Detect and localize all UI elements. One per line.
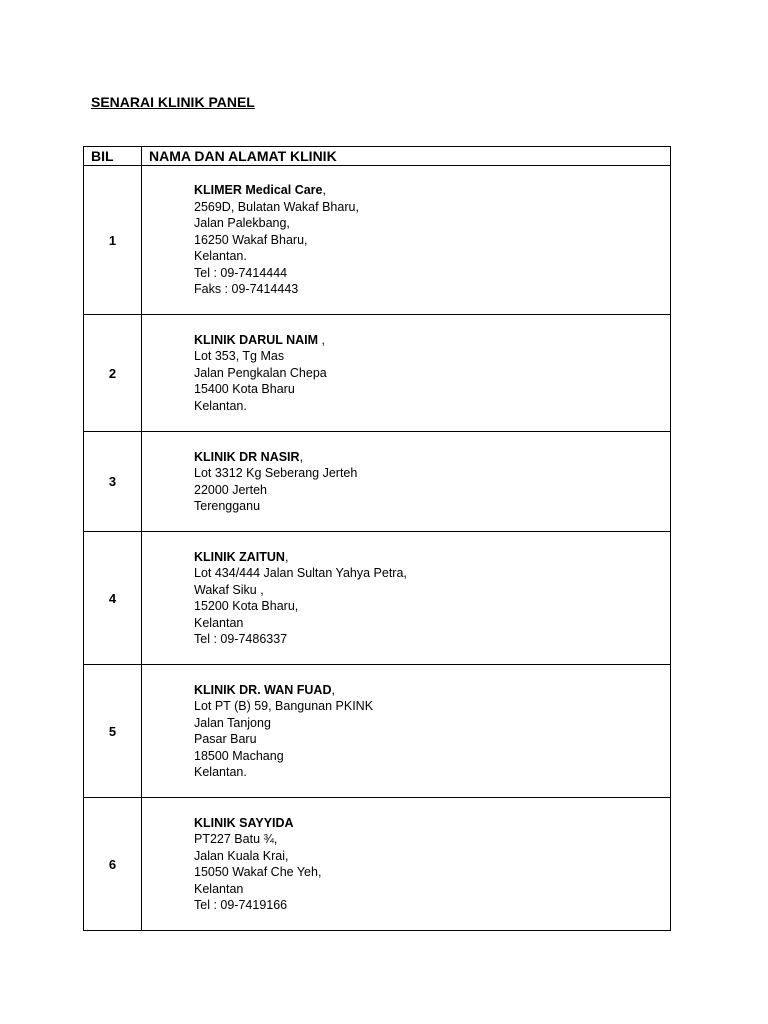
phone-line: Tel : 09-7414444 [194, 265, 288, 280]
address-line: Kelantan [194, 881, 244, 896]
address-line: Lot 353, Tg Mas [194, 349, 285, 364]
address-line: Pasar Baru [194, 732, 257, 746]
document-title: SENARAI KLINIK PANEL [91, 94, 255, 110]
address-line: Kelantan [194, 615, 244, 630]
address-line: Lot 434/444 Jalan Sultan Yahya Petra, [194, 566, 407, 580]
clinic-name-suffix: , [318, 332, 326, 347]
clinic-address-cell [142, 166, 671, 315]
clinic-name: KLINIK SAYYIDA [194, 815, 294, 830]
address-line: 15200 Kota Bharu, [194, 599, 299, 613]
address-line: Jalan Kuala Krai, [194, 848, 289, 863]
row-number: 4 [84, 532, 142, 665]
table-row [84, 432, 671, 532]
table-header-row [84, 147, 671, 166]
clinic-name-suffix: , [299, 449, 304, 464]
address-line: PT227 Batu ¾, [194, 832, 278, 846]
clinic-name-suffix: , [322, 183, 326, 198]
clinic-name-suffix: , [331, 682, 335, 697]
row-number: 5 [84, 665, 142, 798]
address-line: 15400 Kota Bharu [194, 382, 295, 397]
row-number: 3 [84, 432, 142, 532]
address-line: Kelantan. [194, 398, 247, 413]
table-row [84, 798, 671, 931]
clinic-name: KLINIK DARUL NAIM [194, 332, 319, 347]
address-line: Kelantan. [194, 765, 247, 779]
clinic-address-cell [142, 432, 671, 532]
table-row [84, 315, 671, 432]
address-line: Lot 3312 Kg Seberang Jerteh [194, 466, 358, 480]
row-number: 6 [84, 798, 142, 931]
header-nama-alamat: NAMA DAN ALAMAT KLINIK [142, 147, 671, 166]
clinic-address-cell [142, 665, 671, 798]
address-line: 15050 Wakaf Che Yeh, [194, 865, 322, 879]
address-line: Lot PT (B) 59, Bangunan PKINK [194, 699, 374, 713]
address-line: Kelantan. [194, 249, 247, 264]
clinic-name: KLINIK DR NASIR [194, 449, 300, 464]
phone-line: Tel : 09-7419166 [194, 898, 288, 912]
table-row [84, 532, 671, 665]
address-line: 16250 Wakaf Bharu, [194, 232, 308, 247]
address-line: Wakaf Siku , [194, 582, 264, 597]
row-number: 2 [84, 315, 142, 432]
address-line: Terengganu [194, 499, 261, 513]
address-line: Jalan Palekbang, [194, 216, 290, 231]
address-line: 22000 Jerteh [194, 482, 267, 497]
table-row [84, 166, 671, 315]
clinic-name: KLIMER Medical Care [194, 183, 323, 198]
clinic-address-cell [142, 532, 671, 665]
clinic-address-cell [142, 798, 671, 931]
address-line: 2569D, Bulatan Wakaf Bharu, [194, 199, 359, 214]
row-number: 1 [84, 166, 142, 315]
table-row [84, 665, 671, 798]
clinic-name-suffix: , [284, 549, 289, 564]
address-line: 18500 Machang [194, 748, 284, 763]
clinic-address-cell [142, 315, 671, 432]
clinic-table [83, 146, 671, 931]
phone-line: Tel : 09-7486337 [194, 632, 288, 646]
clinic-name: KLINIK DR. WAN FUAD [194, 682, 332, 697]
address-line: Jalan Pengkalan Chepa [194, 365, 327, 380]
header-bil: BIL [84, 147, 142, 166]
fax-line: Faks : 09-7414443 [194, 282, 299, 297]
address-line: Jalan Tanjong [194, 715, 271, 730]
clinic-name: KLINIK ZAITUN [194, 549, 285, 564]
